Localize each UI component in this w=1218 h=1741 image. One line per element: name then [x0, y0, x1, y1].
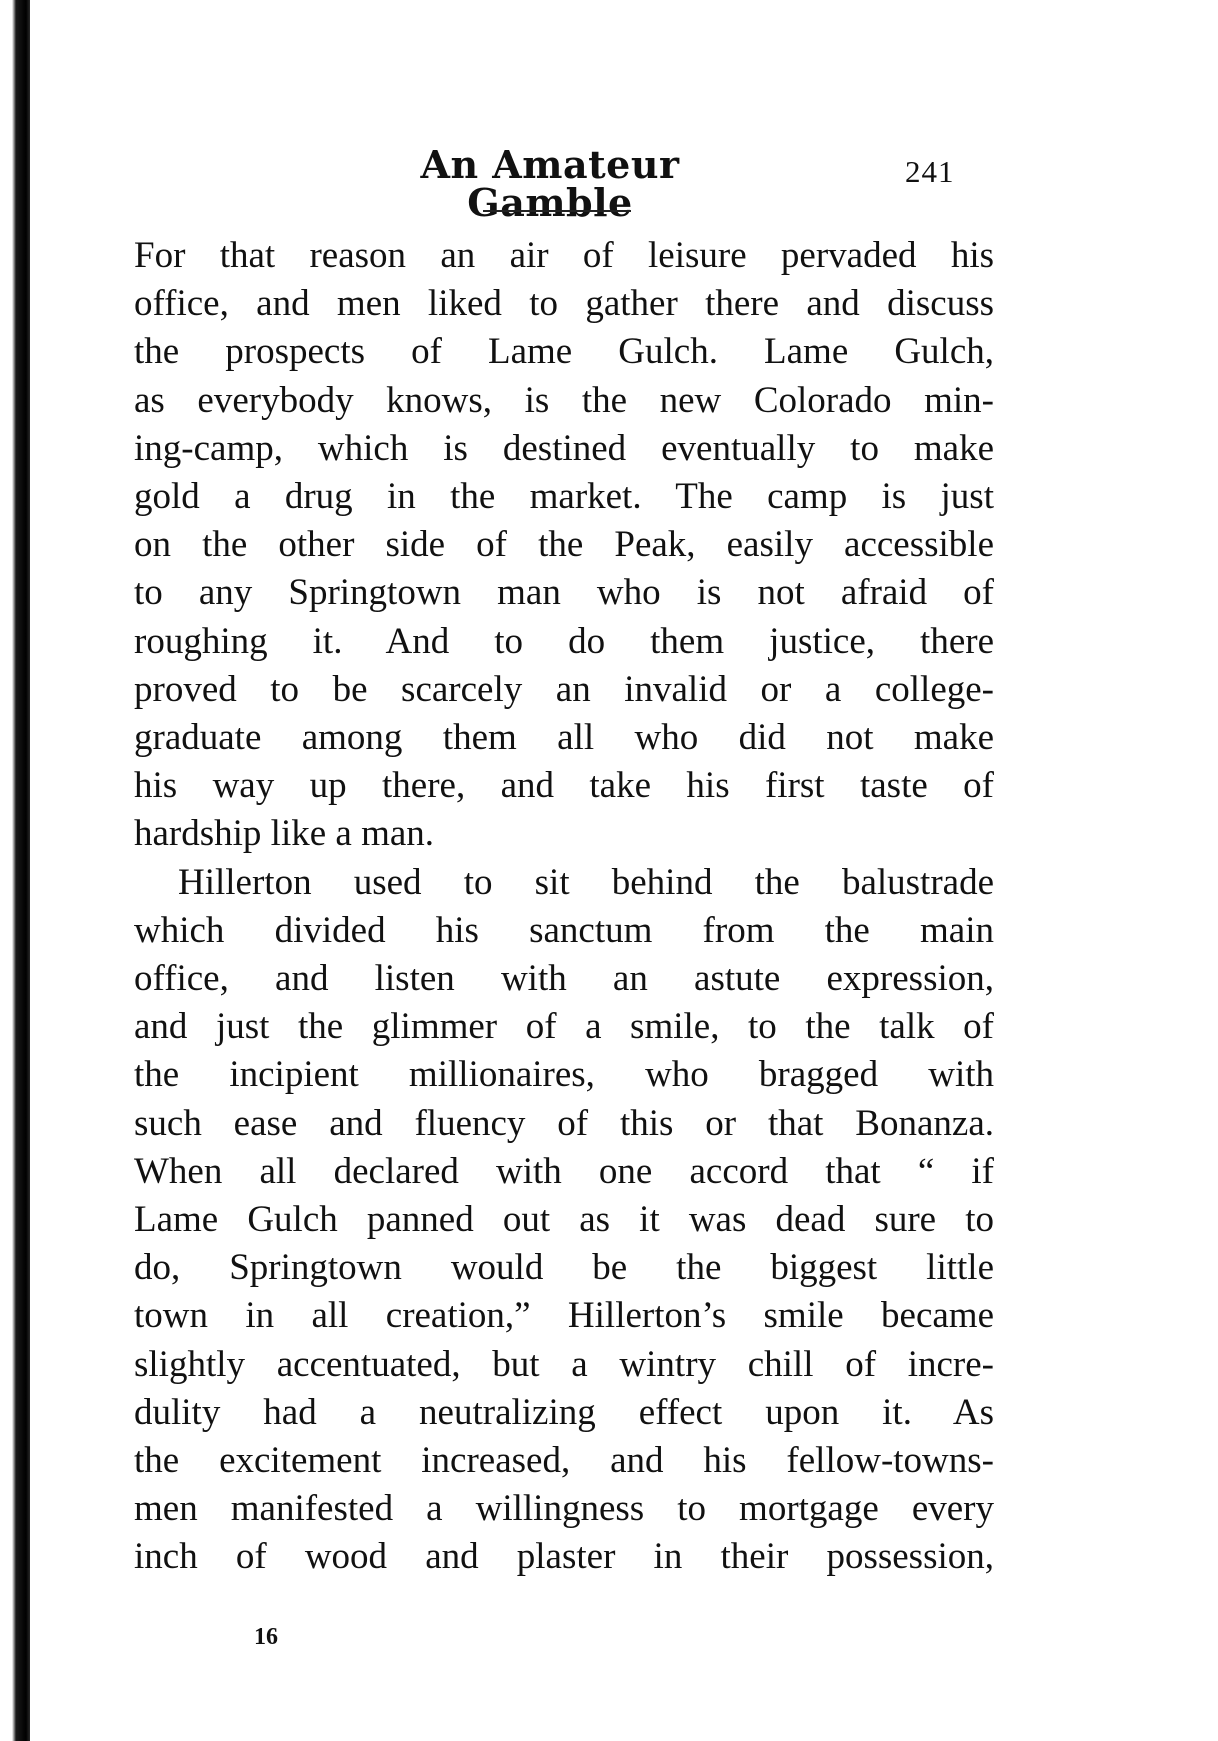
header-rule — [483, 210, 631, 212]
text-line: graduate among them all who did not make — [134, 717, 994, 759]
text-line: and just the glimmer of a smile, to the talk of — [134, 1006, 994, 1048]
text-line: the excitement increased, and his fellow-towns- — [134, 1440, 994, 1482]
text-line: roughing it. And to do them justice, there — [134, 620, 994, 662]
text-line: When all declared with one accord that “ if — [134, 1150, 994, 1192]
text-line: Hillerton used to sit behind the balustrade — [178, 861, 994, 903]
page-number: 241 — [905, 154, 955, 189]
text-line: dulity had a neutralizing effect upon it. As — [134, 1391, 994, 1433]
text-line: the prospects of Lame Gulch. Lame Gulch, — [134, 331, 994, 373]
text-line: on the other side of the Peak, easily accessible — [134, 524, 994, 566]
text-line: men manifested a willingness to mortgage every — [134, 1488, 994, 1530]
text-line: do, Springtown would be the biggest little — [134, 1247, 994, 1289]
text-line: his way up there, and take his first taste of — [134, 765, 994, 807]
text-line: which divided his sanctum from the main — [134, 909, 994, 951]
text-line: hardship like a man. — [134, 813, 435, 855]
text-line: office, and listen with an astute expression, — [134, 958, 994, 1000]
signature-mark: 16 — [254, 1624, 278, 1650]
text-line: the incipient millionaires, who bragged with — [134, 1054, 994, 1096]
text-line: to any Springtown man who is not afraid of — [134, 572, 994, 614]
text-line: For that reason an air of leisure pervaded his — [134, 235, 994, 276]
text-line: office, and men liked to gather there and discuss — [134, 283, 994, 325]
text-line: Lame Gulch panned out as it was dead sure to — [134, 1199, 994, 1241]
text-line: such ease and fluency of this or that Bonanza. — [134, 1102, 994, 1144]
running-head-title: An Amateur Gamble — [420, 142, 680, 225]
text-line: as everybody knows, is the new Colorado min- — [134, 379, 994, 421]
text-line: gold a drug in the market. The camp is just — [134, 476, 994, 518]
body-text — [134, 232, 994, 1582]
text-line: inch of wood and plaster in their possession, — [134, 1536, 994, 1578]
text-line: ing-camp, which is destined eventually to make — [134, 427, 994, 469]
text-line: slightly accentuated, but a wintry chill of incre- — [134, 1343, 994, 1385]
text-line: town in all creation,” Hillerton’s smile became — [134, 1295, 994, 1337]
text-line: proved to be scarcely an invalid or a college- — [134, 668, 994, 710]
